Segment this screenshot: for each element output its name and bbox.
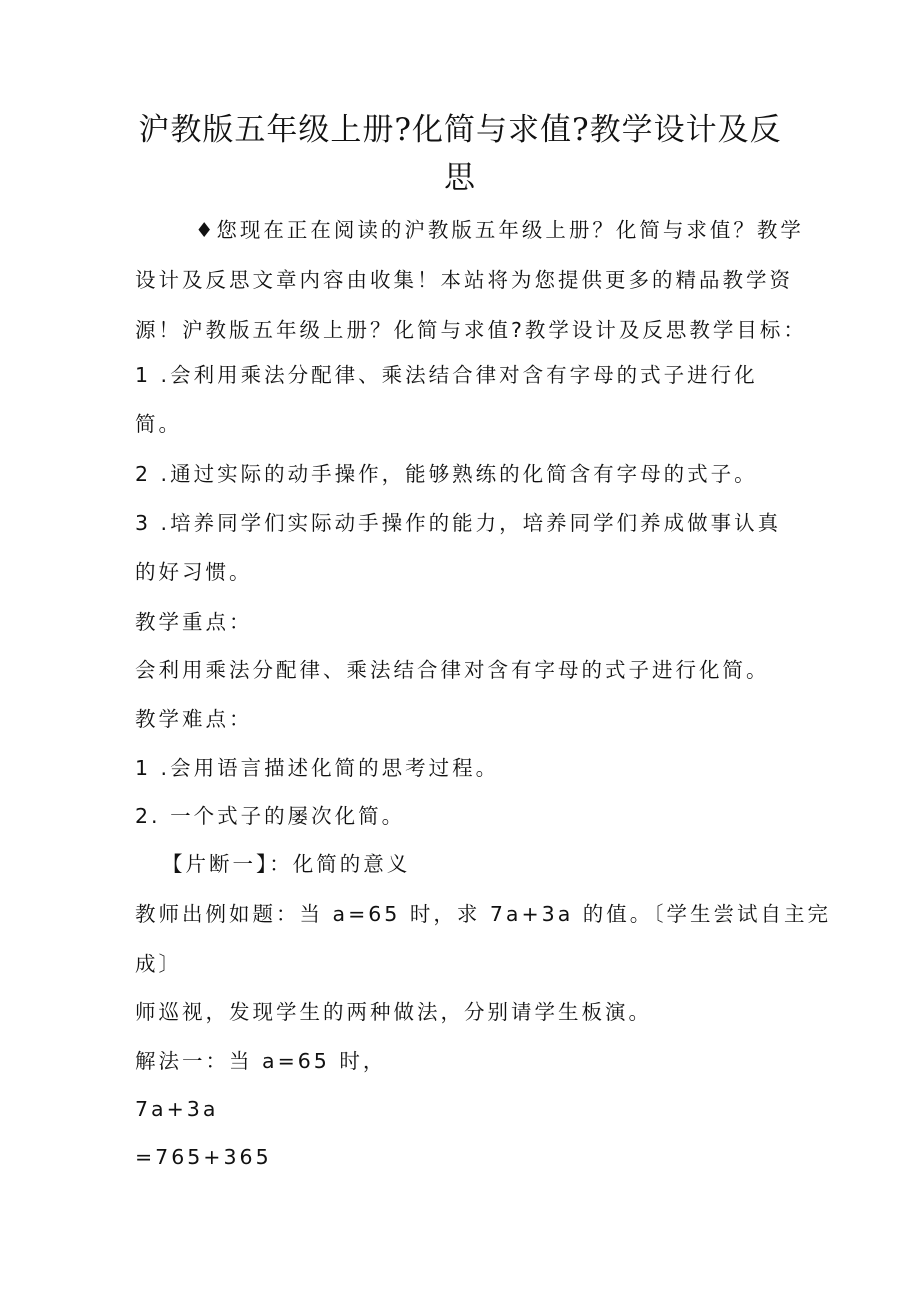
intro-line-1: ♦您现在正在阅读的沪教版五年级上册？化简与求值？教学: [195, 218, 804, 242]
difficulty-item-1: 1 .会用语言描述化简的思考过程。: [135, 756, 500, 780]
goal-3-line-1: 3 .培养同学们实际动手操作的能力，培养同学们养成做事认真: [135, 511, 782, 535]
key-points-heading: 教学重点：: [135, 610, 253, 634]
document-title-line1: 沪教版五年级上册?化简与求值?教学设计及反: [138, 112, 782, 148]
segment-heading: 【片断一】：化简的意义: [162, 852, 411, 876]
example-line-1: 教师出例如题：当 a=65 时，求 7a+3a 的值。〔学生尝试自主完: [135, 902, 832, 926]
goal-1-line-2: 简。: [135, 412, 182, 436]
goal-2: 2 .通过实际的动手操作，能够熟练的化简含有字母的式子。: [135, 462, 758, 486]
key-points-text: 会利用乘法分配律、乘法结合律对含有字母的式子进行化简。: [135, 658, 770, 682]
difficulty-item-2: 2. 一个式子的屡次化简。: [135, 804, 406, 828]
example-line-2: 成〕: [135, 952, 182, 976]
expression-1: 7a+3a: [135, 1097, 219, 1121]
expression-2: =765+365: [135, 1145, 272, 1169]
method-1-text: 解法一：当 a=65 时，: [135, 1049, 387, 1073]
observation-text: 师巡视，发现学生的两种做法，分别请学生板演。: [135, 1000, 652, 1024]
goal-1-line-1: 1 .会利用乘法分配律、乘法结合律对含有字母的式子进行化: [135, 363, 758, 387]
intro-line-3: 源！沪教版五年级上册？化简与求值?教学设计及反思教学目标：: [135, 318, 807, 342]
goal-3-line-2: 的好习惯。: [135, 560, 253, 584]
intro-line-2: 设计及反思文章内容由收集！本站将为您提供更多的精品教学资: [135, 268, 793, 292]
document-title-line2: 思: [444, 160, 476, 196]
difficulty-heading: 教学难点：: [135, 707, 253, 731]
